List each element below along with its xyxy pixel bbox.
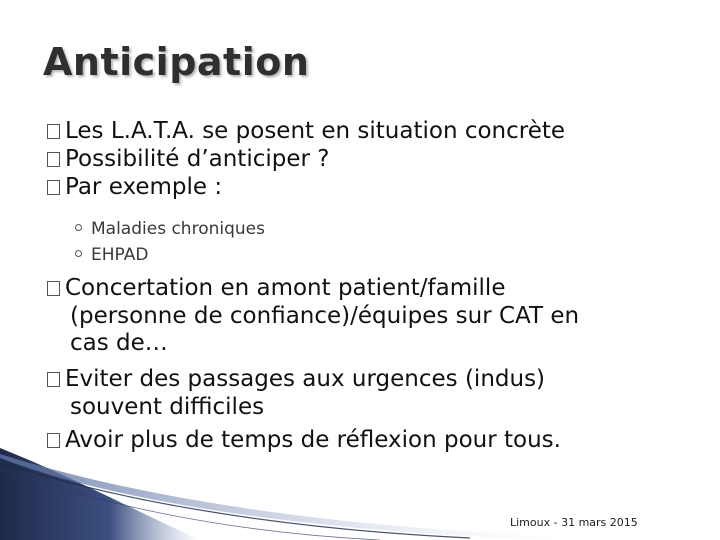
bullet-item: [47, 366, 545, 421]
bullet-text: Avoir plus de temps de réflexion pour tous.: [65, 427, 561, 453]
sub-bullet-item: [75, 244, 148, 266]
bullet-text: Par exemple :: [65, 174, 223, 200]
checkbox-bullet-icon: [47, 433, 60, 448]
checkbox-bullet-icon: [47, 152, 60, 167]
bullet-item: [47, 275, 579, 358]
bullet-text: Eviter des passages aux urgences (indus): [65, 366, 546, 392]
bullet-item: [47, 174, 222, 202]
checkbox-bullet-icon: [47, 124, 60, 139]
bullet-item: [47, 146, 329, 174]
sub-bullet-item: [75, 218, 265, 240]
checkbox-bullet-icon: [47, 281, 60, 296]
bullet-text: cas de…: [70, 330, 168, 356]
sub-bullet-text: EHPAD: [91, 245, 149, 265]
checkbox-bullet-icon: [47, 372, 60, 387]
bullet-text: Possibilité d’anticiper ?: [65, 146, 330, 172]
slide-title: Anticipation: [43, 40, 310, 84]
footer-text: Limoux - 31 mars 2015: [510, 516, 638, 529]
sub-bullet-text: Maladies chroniques: [91, 219, 265, 239]
circle-bullet-icon: [75, 224, 82, 231]
checkbox-bullet-icon: [47, 180, 60, 195]
bullet-item: [47, 118, 565, 146]
circle-bullet-icon: [75, 250, 82, 257]
bullet-text: Concertation en amont patient/famille: [65, 275, 506, 301]
bullet-text: souvent difficiles: [70, 393, 265, 420]
bullet-text: (personne de confiance)/équipes sur CAT en: [70, 302, 580, 329]
bullet-text: Les L.A.T.A. se posent en situation concrète: [65, 118, 566, 144]
